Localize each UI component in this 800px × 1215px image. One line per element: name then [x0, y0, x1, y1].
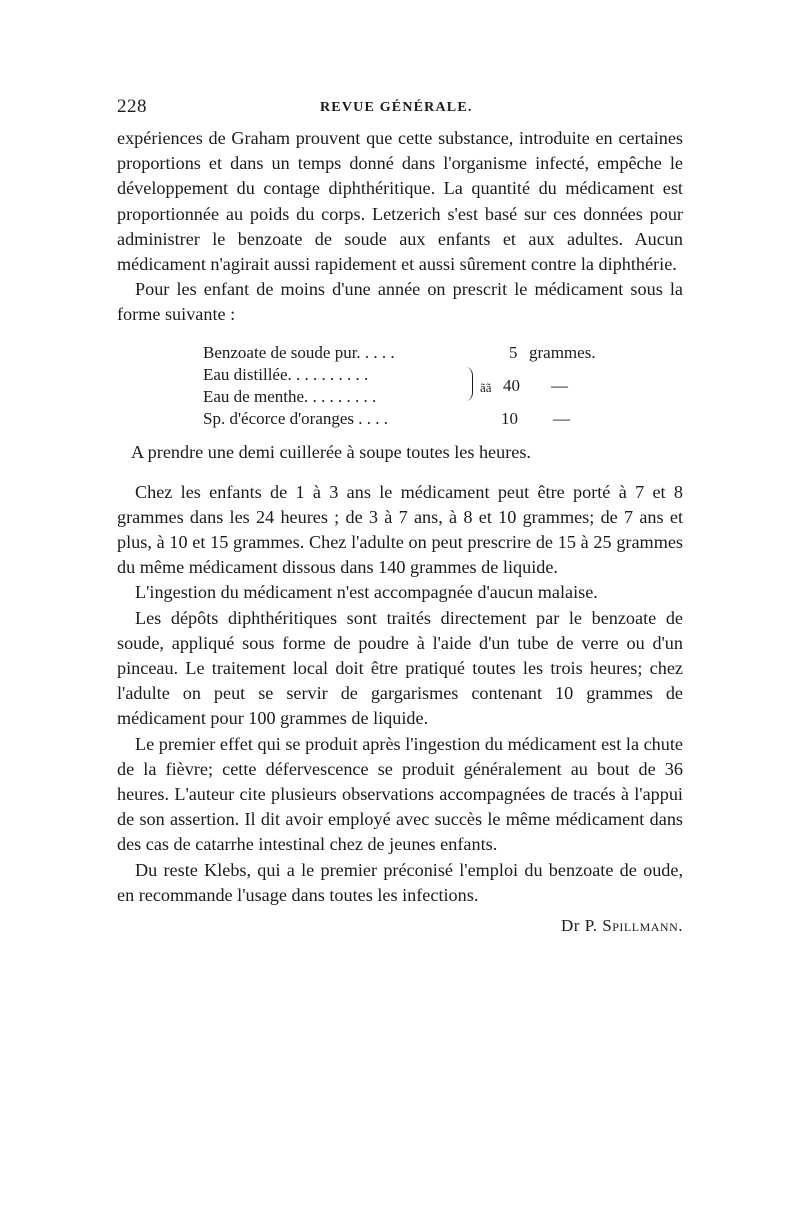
paragraph-klebs: Du reste Klebs, qui a le premier préconisé l'emploi du benzoate de oude, en recommande l'usage dans toutes les infections. [117, 859, 683, 905]
combined-quantity: 40 [503, 375, 520, 395]
paragraph-dosage-by-age: Chez les enfants de 1 à 3 ans le médicament peut être porté à 7 et 8 grammes dans les 24 heures ; de 3 à 7 ans, à 8 et 10 grammes; de 7 ans et plus, à 10 et 15 grammes. Chez l'adulte on peut prescrire de 15 à 25 grammes du même médicament dissous dans 140 grammes de liquide. [117, 481, 683, 578]
ingredient-unit: grammes. [529, 342, 596, 362]
running-title: REVUE GÉNÉRALE. [320, 100, 473, 115]
ingredient-name: Benzoate de soude pur. . . . . [203, 342, 395, 362]
paragraph-effects: Le premier effet qui se produit après l'ingestion du médicament est la chute de la fièvre; cette défervescence se produit généralement au bout de 36 heures. L'auteur cite plusieurs observations accompagnées de tracés à l'appui de son assertion. Il dit avoir employé avec succès le même médicament dans des cas de catarrhe intestinal chez de jeunes enfants. [117, 733, 683, 855]
combined-unit: — [551, 375, 568, 395]
paragraph-local-treatment: Les dépôts diphthéritiques sont traités directement par le benzoate de soude, appliqué sous forme de poudre à l'aide d'un tube de verre ou d'un pinceau. Le traitement local doit être pratiqué toutes les trois heures; chez l'adulte on peut se servir de gargarismes contenant 10 grammes de médicament pour 100 grammes de liquide. [117, 607, 683, 729]
signature-title: Dr [561, 916, 580, 936]
combined-quantity-prefix: ãã [480, 379, 492, 395]
paragraph-prescription-intro: Pour les enfant de moins d'une année on prescrit le médicament sous la forme suivante : [117, 279, 683, 325]
page-number: 228 [117, 96, 147, 117]
signature-name: P. Spillmann. [584, 916, 683, 936]
ingredient-quantity: 10 [501, 408, 518, 428]
ingredient-unit: — [553, 408, 570, 428]
ingredient-quantity: 5 [509, 342, 518, 362]
document-page [117, 96, 683, 936]
grouping-brace [466, 367, 473, 401]
paragraph-continuation: expériences de Graham prouvent que cette substance, introduite en certaines proportions et dans un temps donné dans l'organisme infecté, empêche le développement du contage diphthéritique. La quantité du médicament est proportionnée au poids du corps. Letzerich s'est basé sur ces données pour administrer le benzoate de soude aux enfants et aux adultes. Aucun médicament n'agirait aussi rapidement et aussi sûrement contre la diphthérie. [117, 128, 683, 275]
ingredient-name: Sp. d'écorce d'oranges . . . . [203, 408, 389, 428]
ingredient-name: Eau de menthe. . . . . . . . . [203, 386, 377, 406]
prescription-table [117, 342, 683, 434]
section-gap [117, 464, 683, 480]
paragraph-tolerance: L'ingestion du médicament n'est accompagnée d'aucun malaise. [135, 582, 598, 603]
page-header [117, 96, 683, 126]
dosage-instruction: A prendre une demi cuillerée à soupe toutes les heures. [131, 441, 531, 462]
author-signature [117, 916, 683, 936]
ingredient-name: Eau distillée. . . . . . . . . . [203, 364, 369, 384]
